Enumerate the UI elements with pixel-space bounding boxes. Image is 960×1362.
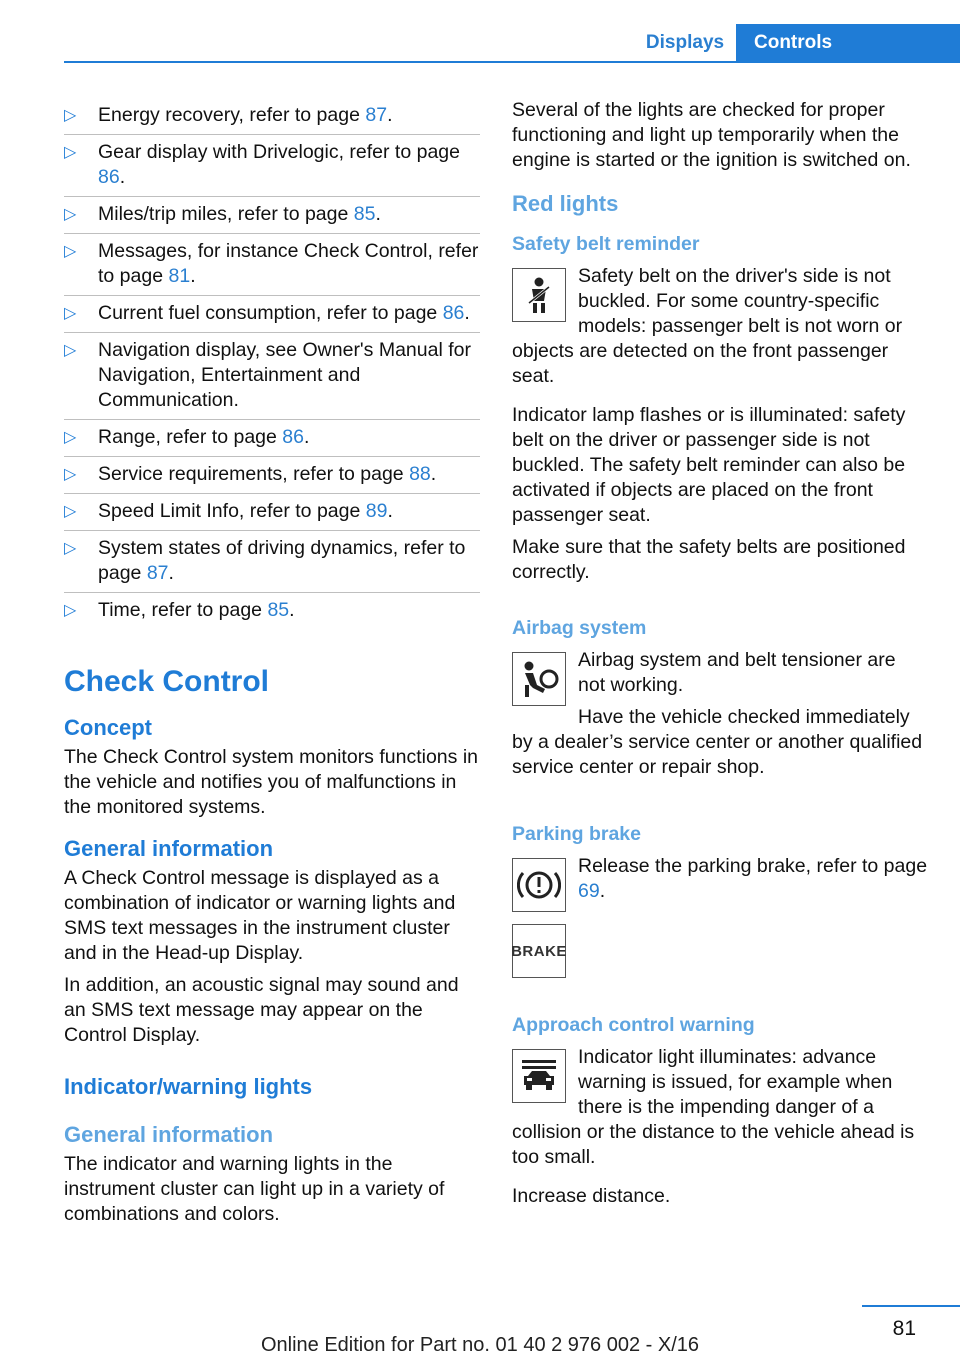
airbag-icon bbox=[512, 652, 566, 706]
page-link[interactable]: 81 bbox=[168, 265, 191, 287]
concept-heading: Concept bbox=[64, 715, 152, 740]
triangle-bullet-icon: ▷ bbox=[64, 305, 77, 322]
left-column bbox=[64, 98, 480, 1234]
concept-text: The Check Control system monitors functions in the vehicle and notifies you of malfunctions in the monitored systems. bbox=[64, 746, 478, 818]
list-item: ▷ Current fuel consumption, refer to page 86. bbox=[64, 296, 480, 333]
page-link[interactable]: 69 bbox=[578, 880, 600, 902]
approach-block bbox=[512, 1045, 928, 1177]
approach-heading: Approach control warning bbox=[512, 1014, 755, 1036]
check-control-heading: Check Control bbox=[64, 665, 270, 698]
approach-text: Increase distance. bbox=[512, 1185, 671, 1207]
parking-brake-text: Release the parking brake, refer to page 69. bbox=[578, 855, 928, 902]
brake-text-icon: BRAKE bbox=[512, 924, 566, 978]
vehicle-ahead-icon bbox=[512, 1049, 566, 1103]
seatbelt-icon bbox=[512, 268, 566, 322]
safety-belt-text: Safety belt on the driver's side is not buckled. For some country-specific models: passenger belt is not worn or objects are detected on the front passenger seat. bbox=[512, 265, 903, 387]
tab-controls[interactable]: Controls bbox=[736, 24, 960, 62]
indicator-heading: Indicator/warning lights bbox=[64, 1074, 313, 1099]
airbag-block bbox=[512, 648, 928, 787]
triangle-bullet-icon: ▷ bbox=[64, 206, 77, 223]
page-link[interactable]: 85 bbox=[353, 203, 376, 225]
page-link[interactable]: 88 bbox=[409, 463, 431, 485]
list-item: ▷ Navigation display, see Owner's Manual for Navigation, Entertainment and Communication. bbox=[64, 333, 480, 420]
triangle-bullet-icon: ▷ bbox=[64, 466, 77, 483]
triangle-bullet-icon: ▷ bbox=[64, 540, 77, 557]
page-link[interactable]: 85 bbox=[267, 599, 290, 621]
safety-belt-heading: Safety belt reminder bbox=[512, 233, 700, 255]
general-info-heading: General information bbox=[64, 836, 274, 861]
triangle-bullet-icon: ▷ bbox=[64, 429, 77, 446]
approach-text: Indicator light illuminates: advance warning is issued, for example when there is the impending danger of a collision or the distance to the vehicle ahead is too small. bbox=[512, 1046, 915, 1168]
tab-displays[interactable]: Displays bbox=[634, 24, 736, 62]
triangle-bullet-icon: ▷ bbox=[64, 602, 77, 619]
airbag-text: Have the vehicle checked immediately by a dealer’s service center or another qualified service center or repair shop. bbox=[512, 706, 923, 778]
right-column bbox=[512, 98, 928, 1216]
page-link[interactable]: 89 bbox=[365, 500, 388, 522]
page-link[interactable]: 86 bbox=[98, 166, 120, 188]
general-info-text: In addition, an acoustic signal may sound and an SMS text message may appear on the Control Display. bbox=[64, 974, 459, 1046]
list-item: ▷ Time, refer to page 85. bbox=[64, 599, 295, 621]
header-rule bbox=[64, 61, 960, 63]
triangle-bullet-icon: ▷ bbox=[64, 342, 77, 359]
general-info-text: A Check Control message is displayed as a combination of indicator or warning lights and SMS text messages in the instrument cluster and in the Head-up Display. bbox=[64, 867, 456, 964]
list-item: ▷ System states of driving dynamics, refer to page 87. bbox=[64, 531, 480, 593]
list-item: ▷ Speed Limit Info, refer to page 89. bbox=[64, 494, 480, 531]
parking-brake-block bbox=[512, 854, 928, 916]
page-number: 81 bbox=[892, 1317, 916, 1340]
edition-footer: Online Edition for Part no. 01 40 2 976 002 - X/16 bbox=[260, 1334, 700, 1356]
safety-belt-text: Make sure that the safety belts are positioned correctly. bbox=[512, 536, 906, 583]
airbag-heading: Airbag system bbox=[512, 617, 647, 639]
list-item: ▷ Gear display with Drivelogic, refer to page 86. bbox=[64, 135, 480, 197]
triangle-bullet-icon: ▷ bbox=[64, 107, 77, 124]
safety-belt-text: Indicator lamp flashes or is illuminated: safety belt on the driver or passenger side is not buckled. The safety belt reminder can also be activated if objects are placed on the front passenger seat. bbox=[512, 404, 906, 526]
safety-belt-block bbox=[512, 264, 928, 396]
display-items-list bbox=[64, 98, 480, 629]
general-info2-text: The indicator and warning lights in the instrument cluster can light up in a variety of combinations and colors. bbox=[64, 1153, 445, 1225]
page-link[interactable]: 86 bbox=[442, 302, 465, 324]
list-item: ▷ Energy recovery, refer to page 87. bbox=[64, 98, 480, 135]
parking-brake-heading: Parking brake bbox=[512, 823, 641, 845]
header-tabs bbox=[634, 24, 960, 62]
list-item: ▷ Service requirements, refer to page 88. bbox=[64, 457, 480, 494]
page-link[interactable]: 87 bbox=[365, 104, 388, 126]
brake-warning-icon bbox=[512, 858, 566, 912]
triangle-bullet-icon: ▷ bbox=[64, 243, 77, 260]
general-info2-heading: General information bbox=[64, 1122, 274, 1147]
airbag-text: Airbag system and belt tensioner are not working. bbox=[578, 649, 896, 696]
red-lights-heading: Red lights bbox=[512, 191, 619, 216]
footer-rule bbox=[862, 1305, 960, 1307]
list-item: ▷ Miles/trip miles, refer to page 85. bbox=[64, 197, 480, 234]
intro-text: Several of the lights are checked for proper functioning and light up temporarily when the engine is started or the ignition is switched on. bbox=[512, 99, 911, 171]
page-link[interactable]: 86 bbox=[282, 426, 304, 448]
page-link[interactable]: 87 bbox=[146, 562, 169, 584]
list-item: ▷ Messages, for instance Check Control, refer to page 81. bbox=[64, 234, 480, 296]
triangle-bullet-icon: ▷ bbox=[64, 144, 77, 161]
list-item: ▷ Range, refer to page 86. bbox=[64, 420, 480, 457]
triangle-bullet-icon: ▷ bbox=[64, 503, 77, 520]
